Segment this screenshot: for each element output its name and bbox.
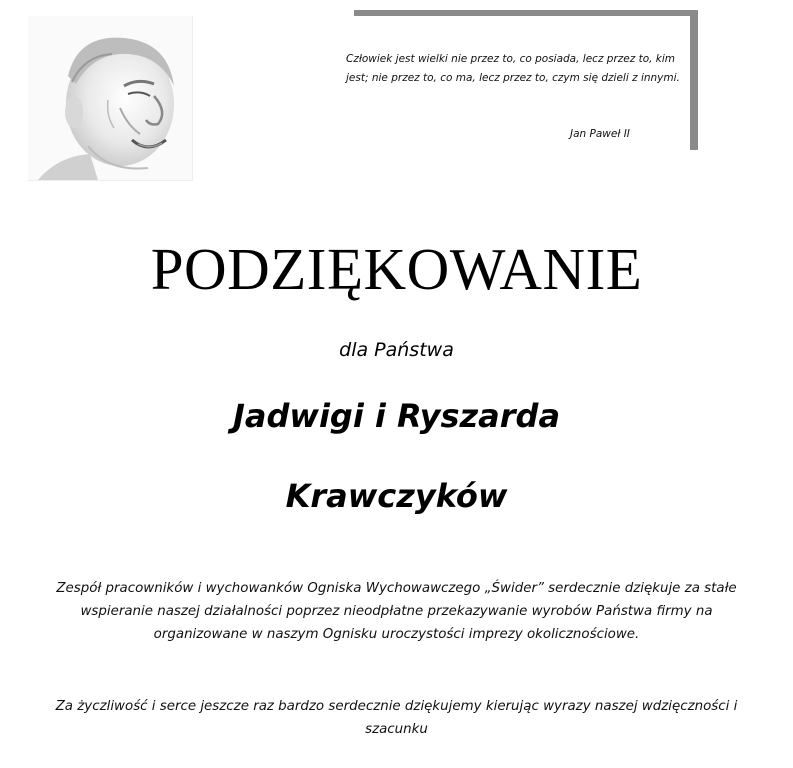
quote-text: Człowiek jest wielki nie przez to, co posiada, lecz przez to, kim jest; nie przez to, co ma, lecz przez to, czym się dzieli z innymi. [346,53,680,84]
document-subtitle: dla Państwa [339,339,454,361]
recipient-name-line-1: Jadwigi i Ryszarda [232,397,561,435]
thanks-paragraph: Zespół pracowników i wychowanków Ogniska Wychowawczego „Świder” serdecznie dziękuje za stałe wspieranie naszej działalności poprzez nieodpłatne przekazywanie wyrobów Państwa firmy na organizowane w naszym Ognisku uroczystości imprezy okolicznościowe. [56,581,737,642]
recipient-name-line-2: Krawczyków [285,477,508,515]
document-title: PODZIĘKOWANIE [150,236,643,302]
quote-author: Jan Paweł II [570,128,630,140]
closing-paragraph: Za życzliwość i serce jeszcze raz bardzo serdecznie dziękujemy kierując wyrazy naszej wdzięczności i szacunku [55,699,738,737]
portrait-sketch-icon [28,16,192,180]
portrait-image [28,16,193,181]
